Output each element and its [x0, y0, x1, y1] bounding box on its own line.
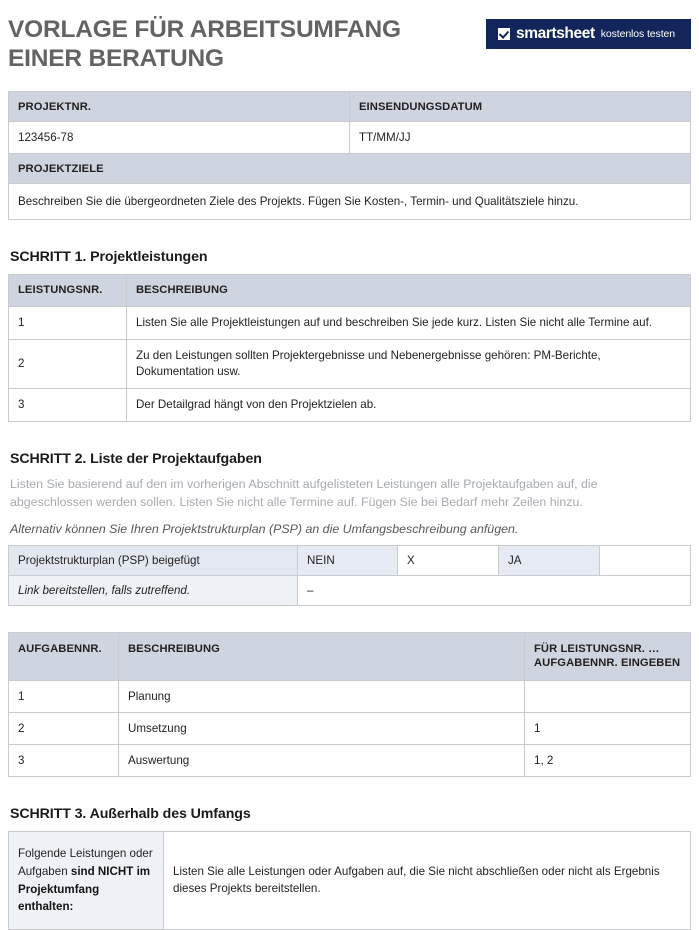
out-of-scope-label-regular: Folgende Leistungen oder Aufgaben [18, 847, 153, 879]
column-header-deliverable-number: LEISTUNGSNR. [9, 275, 127, 307]
task-number: 3 [9, 745, 119, 777]
out-of-scope-label-bold: sind NICHT im Projektumfang enthalten: [18, 865, 151, 914]
table-row [9, 389, 691, 422]
out-of-scope-label [9, 832, 164, 930]
table-header-row [9, 632, 691, 681]
step2-intro-text: Listen Sie basierend auf den im vorherigen Abschnitt aufgelisteten Leistungen alle Projektaufgaben auf, die abgeschlossen werden sollen. Listen Sie nicht alle Termine auf. Fügen Sie bei Bedarf mehr Zeilen hinzu. [10, 477, 598, 509]
table-row [9, 307, 691, 340]
checkbox-icon [498, 28, 510, 40]
deliverable-description[interactable]: Zu den Leistungen sollten Projektergebnisse und Nebenergebnisse gehören: PM-Berichte, Dokumentation usw. [127, 340, 691, 389]
column-header-for-deliverable-line2: AUFGABENNR. EINGEBEN [534, 657, 681, 670]
wbs-attached-table [8, 545, 691, 606]
deliverable-number: 2 [9, 340, 127, 389]
table-row [9, 545, 691, 575]
column-header-task-number: AUFGABENNR. [9, 632, 119, 681]
deliverable-description[interactable]: Der Detailgrad hängt von den Projektzielen ab. [127, 389, 691, 422]
deliverable-description[interactable]: Listen Sie alle Projektleistungen auf und beschreiben Sie jede kurz. Listen Sie nicht alle Termine auf. [127, 307, 691, 340]
wbs-option-yes[interactable]: JA [499, 545, 600, 575]
project-goals-description[interactable]: Beschreiben Sie die übergeordneten Ziele des Projekts. Fügen Sie Kosten-, Termin- und Qualitätsziele hinzu. [9, 184, 691, 220]
column-header-task-description: BESCHREIBUNG [119, 632, 525, 681]
column-header-for-deliverable-line1: FÜR LEISTUNGSNR. … [534, 642, 660, 655]
wbs-blank-cell[interactable] [600, 545, 691, 575]
document-header [8, 14, 691, 88]
logo-brand-text: smartsheet [516, 25, 595, 42]
wbs-link-value[interactable]: – [298, 575, 691, 605]
table-row [9, 575, 691, 605]
logo-tagline-text: kostenlos testen [600, 28, 675, 40]
task-for-deliverable[interactable] [525, 681, 691, 713]
table-row [9, 681, 691, 713]
deliverable-number: 1 [9, 307, 127, 340]
deliverables-table [8, 274, 691, 422]
step2-alternative-text: Alternativ können Sie Ihren Projektstrukturplan (PSP) an die Umfangsbeschreibung anfügen. [10, 521, 519, 536]
column-header-project-goals: PROJEKTZIELE [9, 154, 691, 184]
table-row [9, 184, 691, 220]
smartsheet-logo[interactable] [486, 19, 691, 49]
task-description[interactable]: Planung [119, 681, 525, 713]
wbs-option-no[interactable]: NEIN [298, 545, 398, 575]
wbs-link-label: Link bereitstellen, falls zutreffend. [9, 575, 298, 605]
submission-date-value[interactable]: TT/MM/JJ [350, 122, 691, 154]
out-of-scope-table [8, 831, 691, 930]
task-for-deliverable[interactable]: 1, 2 [525, 745, 691, 777]
table-row [9, 122, 691, 154]
tasks-table [8, 632, 691, 778]
task-description[interactable]: Auswertung [119, 745, 525, 777]
table-row [9, 832, 691, 930]
column-header-submission-date: EINSENDUNGSDATUM [350, 92, 691, 122]
task-number: 2 [9, 713, 119, 745]
out-of-scope-body[interactable]: Listen Sie alle Leistungen oder Aufgaben auf, die Sie nicht abschließen oder nicht als Ergebnis dieses Projekts bereitstellen. [164, 832, 691, 930]
table-header-row [9, 275, 691, 307]
section-heading-step1: SCHRITT 1. Projektleistungen [10, 249, 208, 265]
column-header-deliverable-description: BESCHREIBUNG [127, 275, 691, 307]
column-header-for-deliverable [525, 632, 691, 681]
wbs-attached-label: Projektstrukturplan (PSP) beigefügt [9, 545, 298, 575]
task-number: 1 [9, 681, 119, 713]
section-heading-step3: SCHRITT 3. Außerhalb des Umfangs [10, 806, 251, 823]
project-number-value[interactable]: 123456-78 [9, 122, 350, 154]
page-title: VORLAGE FÜR ARBEITSUMFANG EINER BERATUNG [8, 16, 401, 72]
project-goals-header-row [9, 154, 691, 184]
project-info-table [8, 91, 691, 220]
deliverable-number: 3 [9, 389, 127, 422]
table-row [9, 713, 691, 745]
table-row [9, 340, 691, 389]
table-header-row [9, 92, 691, 122]
table-row [9, 745, 691, 777]
section-heading-step2: SCHRITT 2. Liste der Projektaufgaben [10, 451, 262, 468]
wbs-marker-x[interactable]: X [398, 545, 499, 575]
column-header-project-number: PROJEKTNR. [9, 92, 350, 122]
task-description[interactable]: Umsetzung [119, 713, 525, 745]
task-for-deliverable[interactable]: 1 [525, 713, 691, 745]
